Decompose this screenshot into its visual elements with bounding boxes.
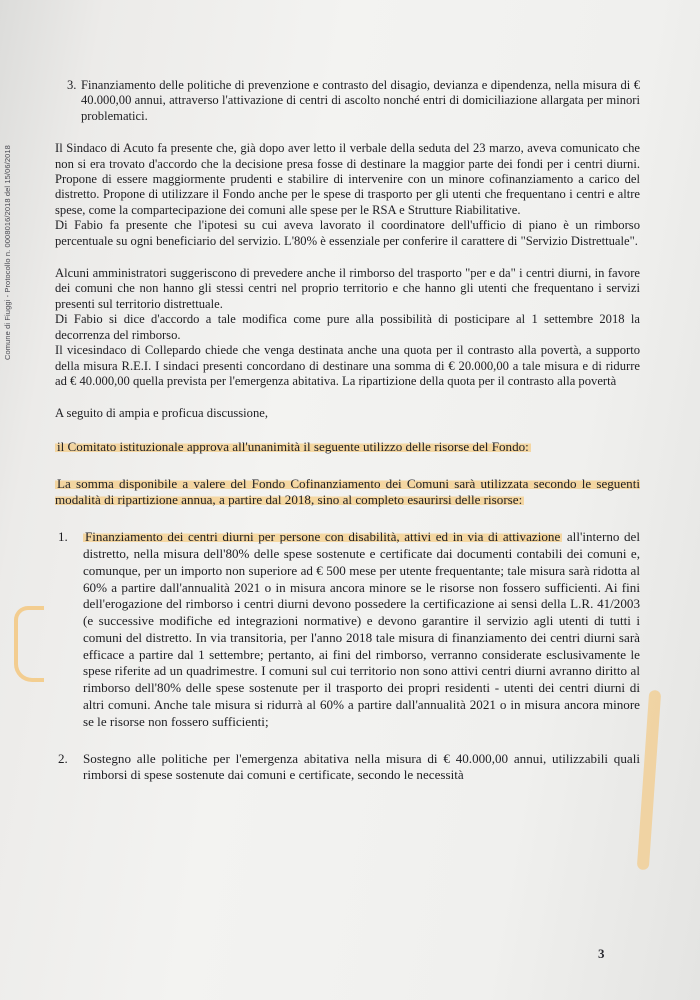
item-text: Finanziamento delle politiche di prevenzione e contrasto del disagio, devianza e dipendenza, nella misura di € 40.000,00 annui, attraverso l'attivazione di centri di ascolto nonché entri di domiciliazione allargata per minori problematici. xyxy=(81,78,640,123)
highlighted-text: La somma disponibile a valere del Fondo Cofinanziamento dei Comuni sarà utilizzata secondo le seguenti modalità di ripartizione annua, a partire dal 2018, sino al completo esaurirsi delle risorse: xyxy=(55,475,640,508)
highlighter-margin-stroke xyxy=(637,690,662,870)
paragraph-di-fabio: Di Fabio fa presente che l'ipotesi su cui aveva lavorato il coordinatore dell'ufficio di piano è un rimborso percentuale su ogni beneficiario del servizio. L'80% è essenziale per conferire il carattere di "Servizio Distrettuale". xyxy=(55,218,640,248)
paragraph-amministratori: Alcuni amministratori suggeriscono di prevedere anche il rimborso del trasporto "per e da" i centri diurni, in favore dei comuni che non hanno gli stessi centri nel proprio territorio e che hanno gli utenti che frequentano i servizi presenti sul territorio distrettuale. xyxy=(55,266,640,311)
protocol-stamp xyxy=(3,60,15,360)
paragraph-somma xyxy=(55,476,640,510)
protocol-text: Comune di Fiuggi - Protocollo n. 0008016/2018 del 15/06/2018 xyxy=(3,145,12,360)
highlighted-text: Finanziamento dei centri diurni per persone con disabilità, attivi ed in via di attivazione xyxy=(85,529,561,545)
list-item-2 xyxy=(55,751,640,785)
paragraph-di-fabio-accordo: Di Fabio si dice d'accordo a tale modifica come pure alla possibilità di posticipare al 1 settembre 2018 la decorrenza del rimborso. xyxy=(55,312,640,342)
document-body xyxy=(55,78,640,784)
page-number: 3 xyxy=(598,946,605,961)
list-item-3 xyxy=(55,78,640,124)
item-number: 3. xyxy=(67,78,77,92)
item-text: Sostegno alle politiche per l'emergenza abitativa nella misura di € 40.000,00 annui, utilizzabili quali rimborsi di spese sostenute dai comuni e certificate, secondo le necessità xyxy=(83,750,640,783)
highlighter-bracket-mark xyxy=(14,606,44,682)
paragraph-comitato xyxy=(55,439,640,456)
item-number: 2. xyxy=(58,750,68,766)
paragraph-discussione: A seguito di ampia e proficua discussione, xyxy=(55,406,268,421)
paragraph-vicesindaco: Il vicesindaco di Collepardo chiede che venga destinata anche una quota per il contrasto alla povertà, a supporto della misura R.E.I. I sindaci presenti concordano di destinare una somma di € 20.000,00 a tale misura e di ridurre ad € 40.000,00 quella prevista per l'emergenza abitativa. La ripartizione della quota per il contrasto alla povertà xyxy=(55,343,640,388)
list-item-1 xyxy=(55,529,640,731)
highlighted-text: il Comitato istituzionale approva all'unanimità il seguente utilizzo delle risorse del Fondo: xyxy=(57,438,529,454)
item-text: all'interno del distretto, nella misura dell'80% delle spese sostenute e certificate dai documenti contabili dei comuni e, comunque, per un importo non superiore ad € 500 mese per utente frequentante; tale misura sarà ridotta al 60% a partire dall'annualità 2021 o in misura ancora minore se le risorse non fossero sufficienti. Ai fini dell'erogazione del rimborso i centri diurni devono possedere la certificazione ai sensi della L.R. 41/2003 (e successive modifiche ed integrazioni normative) e devono garantire il servizio agli utenti di tutti i comuni del distretto. In via transitoria, per l'anno 2018 tale misura di finanziamento dei centri diurni sarà efficace a partire dal 1 settembre; pertanto, ai fini del rimborso, verranno considerate esclusivamente le spese riferite ad un quadrimestre. I comuni sul cui territorio non sono attivi centri diurni avranno diritto al rimborso dell'80% delle spese sostenute per il trasporto dei propri residenti - utenti dei centri diurni di altri comuni. Anche tale misura si ridurrà al 60% a partire dall'annualità 2021 o in misura ancora minore se le risorse non fossero sufficienti; xyxy=(83,529,640,729)
item-number: 1. xyxy=(58,529,68,545)
paragraph-sindaco-acuto: Il Sindaco di Acuto fa presente che, già dopo aver letto il verbale della seduta del 23 marzo, aveva comunicato che non si era trovato d'accordo che la decisione presa fosse di destinare la maggior parte dei fondi per i centri diurni. Propone di essere maggiormente prudenti e stabilire di intervenire con un minore cofinanziamento a carico del distretto. Propone di utilizzare il Fondo anche per le spese di trasporto per gli utenti che frequentano i centri e altre spese, come la compartecipazione dei comuni alle spese per le RSA e Strutture Riabilitative. xyxy=(55,141,640,217)
